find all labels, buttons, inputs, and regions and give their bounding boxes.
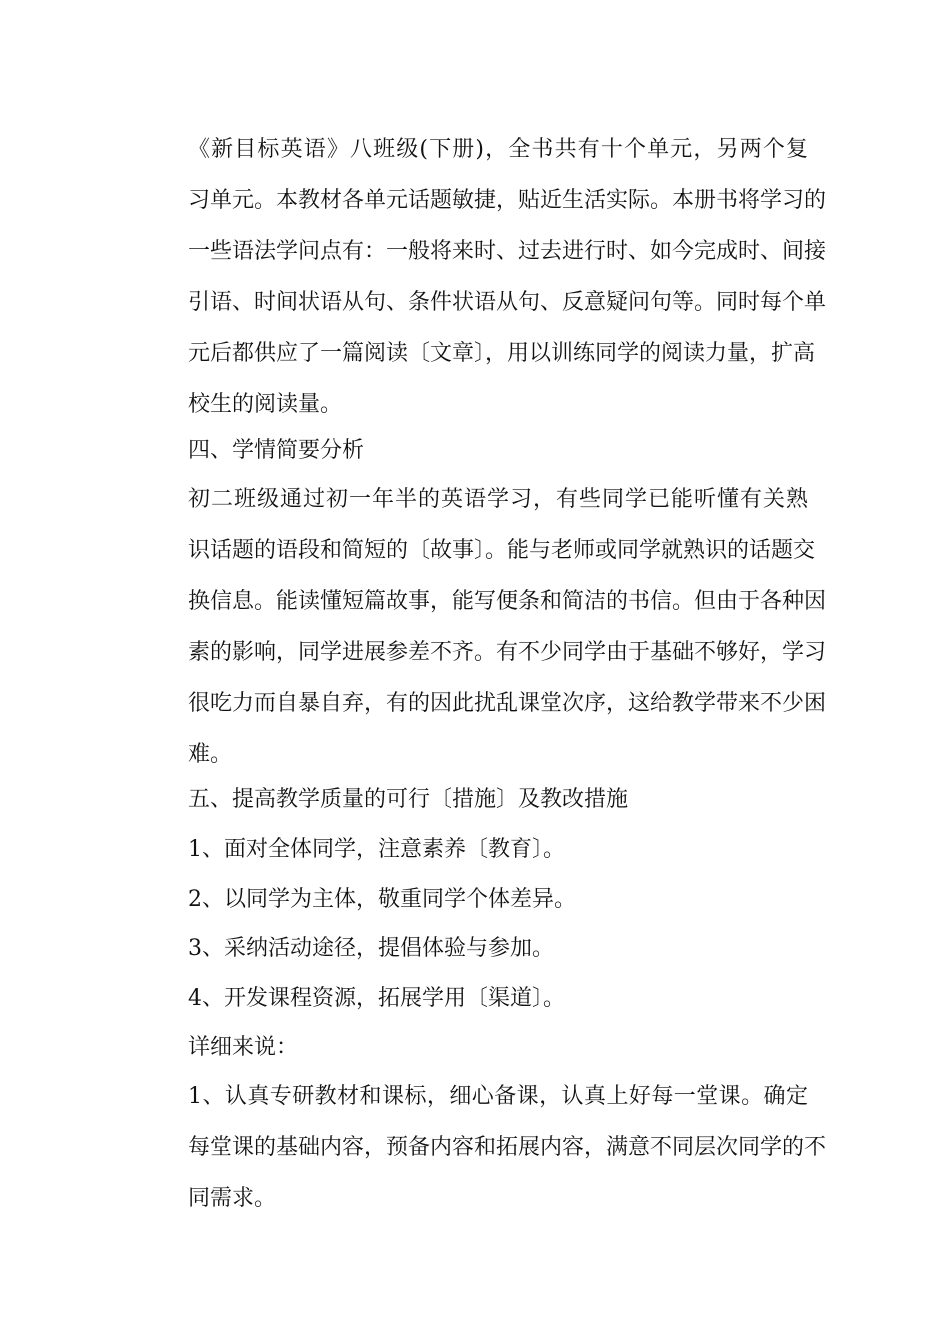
heading-text: 四、学情简要分析 [188,438,365,463]
text-line: 元后都供应了一篇阅读〔文章〕，用以训练同学的阅读力量，扩高 [188,341,816,366]
section-heading-student-analysis [144,425,808,476]
text-line: 同需求。 [188,1186,277,1211]
text-line: 难。 [188,742,233,767]
text-line: 引语、时间状语从句、条件状语从句、反意疑问句等。同时每个单 [188,290,827,315]
paragraph-textbook-overview [144,124,827,430]
list-item-text: 3、采纳活动途径，提倡体验与参加。 [188,936,554,961]
heading-text: 五、提高教学质量的可行〔措施〕及教改措施 [188,787,629,812]
list-item-1 [144,824,808,875]
text-line: 一些语法学问点有：一般将来时、过去进行时、如今完成时、间接 [188,239,827,264]
text-line: 识话题的语段和简短的〔故事〕。能与老师或同学就熟识的话题交 [188,538,816,563]
list-item-2 [144,874,808,925]
list-item-text: 2、以同学为主体，敬重同学个体差异。 [188,887,576,912]
text-line: 《新目标英语》八班级(下册)，全书共有十个单元，另两个复 [188,137,808,162]
section-heading-details [144,1022,808,1073]
section-heading-measures [144,774,808,825]
list-item-3 [144,923,808,974]
list-item-text: 4、开发课程资源，拓展学用〔渠道〕。 [188,986,565,1011]
text-line: 换信息。能读懂短篇故事，能写便条和简洁的书信。但由于各种因 [188,589,827,614]
text-line: 素的影响，同学进展参差不齐。有不少同学由于基础不够好，学习 [188,640,827,665]
text-line: 很吃力而自暴自弃，有的因此扰乱课堂次序，这给教学带来不少困 [188,691,827,716]
text-line: 习单元。本教材各单元话题敏捷，贴近生活实际。本册书将学习的 [188,188,827,213]
text-line: 1、认真专研教材和课标，细心备课，认真上好每一堂课。确定 [188,1084,808,1109]
list-item-text: 1、面对全体同学，注意素养〔教育〕。 [188,837,565,862]
heading-text: 详细来说： [188,1035,299,1060]
paragraph-detail-1 [144,1071,827,1224]
list-item-4 [144,973,808,1024]
text-line: 校生的阅读量。 [188,392,343,417]
text-line: 每堂课的基础内容，预备内容和拓展内容，满意不同层次同学的不 [188,1135,827,1160]
paragraph-student-analysis [144,474,827,780]
text-line: 初二班级通过初一年半的英语学习，有些同学已能听懂有关熟 [188,487,808,512]
